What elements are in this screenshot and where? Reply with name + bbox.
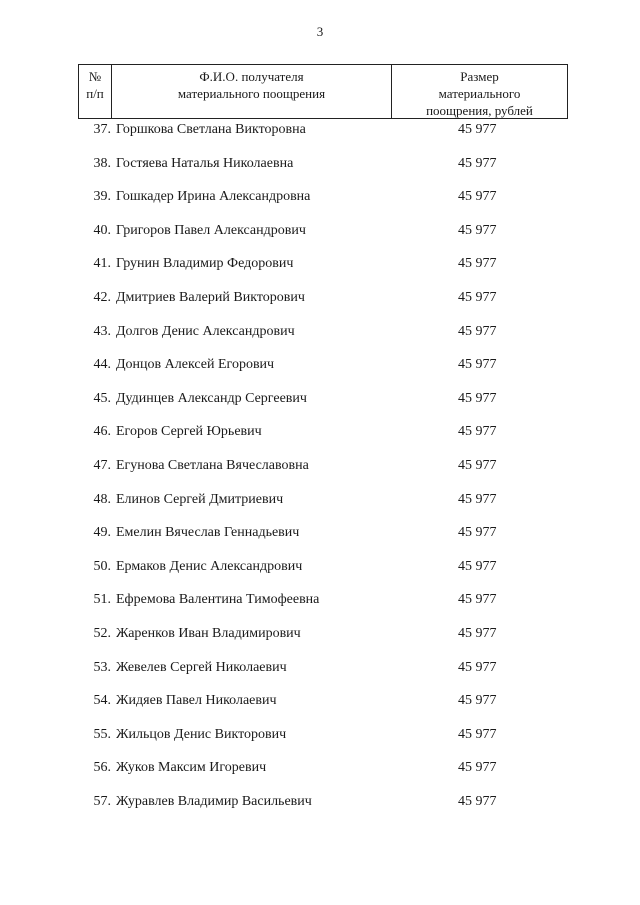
reward-amount: 45 977 — [458, 424, 497, 440]
recipient-name: Донцов Алексей Егорович — [116, 357, 275, 373]
reward-amount: 45 977 — [458, 491, 497, 507]
row-number: 57. — [93, 793, 111, 809]
row-number: 51. — [93, 592, 111, 608]
header-name-column — [112, 65, 392, 118]
reward-amount: 45 977 — [458, 592, 497, 608]
table-row — [78, 792, 568, 826]
table-row — [78, 254, 568, 288]
recipient-name: Жильцов Денис Викторович — [116, 726, 287, 742]
row-number: 38. — [93, 155, 111, 171]
header-text-line: материального — [438, 86, 521, 101]
recipient-name: Григоров Павел Александрович — [116, 222, 306, 238]
row-number: 37. — [93, 122, 111, 137]
table-row — [78, 221, 568, 255]
recipient-name: Гостяева Наталья Николаевна — [116, 155, 294, 171]
reward-amount: 45 977 — [458, 323, 497, 339]
recipient-name: Жевелев Сергей Николаевич — [116, 659, 287, 675]
header-amount-column — [392, 65, 567, 118]
row-number: 39. — [93, 189, 111, 205]
row-number: 46. — [93, 424, 111, 440]
row-number: 42. — [93, 289, 111, 305]
table-row — [78, 120, 568, 154]
row-number: 50. — [93, 558, 111, 574]
table-row — [78, 322, 568, 356]
table-row — [78, 624, 568, 658]
table-header — [78, 64, 568, 119]
row-number: 45. — [93, 390, 111, 406]
recipient-name: Емелин Вячеслав Геннадьевич — [116, 525, 300, 541]
reward-amount: 45 977 — [458, 457, 497, 473]
row-number: 48. — [93, 491, 111, 507]
recipient-name: Ефремова Валентина Тимофеевна — [116, 592, 320, 608]
row-number: 55. — [93, 726, 111, 742]
recipient-name: Журавлев Владимир Васильевич — [116, 793, 312, 809]
recipient-name: Грунин Владимир Федорович — [116, 256, 294, 272]
recipient-name: Гошкадер Ирина Александровна — [116, 189, 311, 205]
header-text-line: № — [88, 69, 102, 84]
table-row — [78, 691, 568, 725]
recipient-name: Жуков Максим Игоревич — [116, 760, 267, 776]
table-row — [78, 288, 568, 322]
reward-amount: 45 977 — [458, 256, 497, 272]
recipient-name: Горшкова Светлана Викторовна — [116, 122, 306, 137]
table-row — [78, 557, 568, 591]
reward-amount: 45 977 — [458, 625, 497, 641]
row-number: 52. — [93, 625, 111, 641]
header-text-line: материального поощрения — [177, 86, 326, 101]
recipient-name: Дмитриев Валерий Викторович — [116, 289, 305, 305]
table-row — [78, 154, 568, 188]
row-number: 54. — [93, 693, 111, 709]
reward-amount: 45 977 — [458, 390, 497, 406]
reward-amount: 45 977 — [458, 155, 497, 171]
reward-amount: 45 977 — [458, 122, 497, 137]
recipient-name: Жидяев Павел Николаевич — [116, 693, 277, 709]
row-number: 43. — [93, 323, 111, 339]
row-number: 44. — [93, 357, 111, 373]
reward-amount: 45 977 — [458, 760, 497, 776]
row-number: 56. — [93, 760, 111, 776]
table-row — [78, 523, 568, 557]
row-number: 49. — [93, 525, 111, 541]
row-number: 41. — [93, 256, 111, 272]
table-row — [78, 590, 568, 624]
header-text-line: Размер — [460, 69, 499, 84]
reward-amount: 45 977 — [458, 693, 497, 709]
recipient-name: Жаренков Иван Владимирович — [116, 625, 301, 641]
row-number: 47. — [93, 457, 111, 473]
recipient-list — [78, 120, 568, 825]
reward-amount: 45 977 — [458, 558, 497, 574]
table-row — [78, 456, 568, 490]
recipient-name: Егунова Светлана Вячеславовна — [116, 457, 309, 473]
reward-amount: 45 977 — [458, 659, 497, 675]
table-row — [78, 389, 568, 423]
header-text-line: Ф.И.О. получателя — [199, 69, 304, 84]
recipient-name: Ермаков Денис Александрович — [116, 558, 303, 574]
table-row — [78, 187, 568, 221]
header-text-line: поощрения, рублей — [426, 103, 533, 118]
reward-amount: 45 977 — [458, 357, 497, 373]
table-row — [78, 422, 568, 456]
reward-amount: 45 977 — [458, 289, 497, 305]
reward-amount: 45 977 — [458, 222, 497, 238]
page-number: 3 — [316, 24, 324, 39]
recipient-name: Егоров Сергей Юрьевич — [116, 424, 262, 440]
reward-amount: 45 977 — [458, 726, 497, 742]
recipient-name: Долгов Денис Александрович — [116, 323, 295, 339]
table-row — [78, 355, 568, 389]
table-row — [78, 725, 568, 759]
reward-amount: 45 977 — [458, 793, 497, 809]
table-row — [78, 758, 568, 792]
table-row — [78, 658, 568, 692]
reward-amount: 45 977 — [458, 525, 497, 541]
reward-amount: 45 977 — [458, 189, 497, 205]
recipient-name: Елинов Сергей Дмитриевич — [116, 491, 284, 507]
row-number: 40. — [93, 222, 111, 238]
header-text-line: п/п — [86, 86, 104, 101]
row-number: 53. — [93, 659, 111, 675]
header-number-column — [79, 65, 112, 118]
table-row — [78, 490, 568, 524]
recipient-name: Дудинцев Александр Сергеевич — [116, 390, 307, 406]
